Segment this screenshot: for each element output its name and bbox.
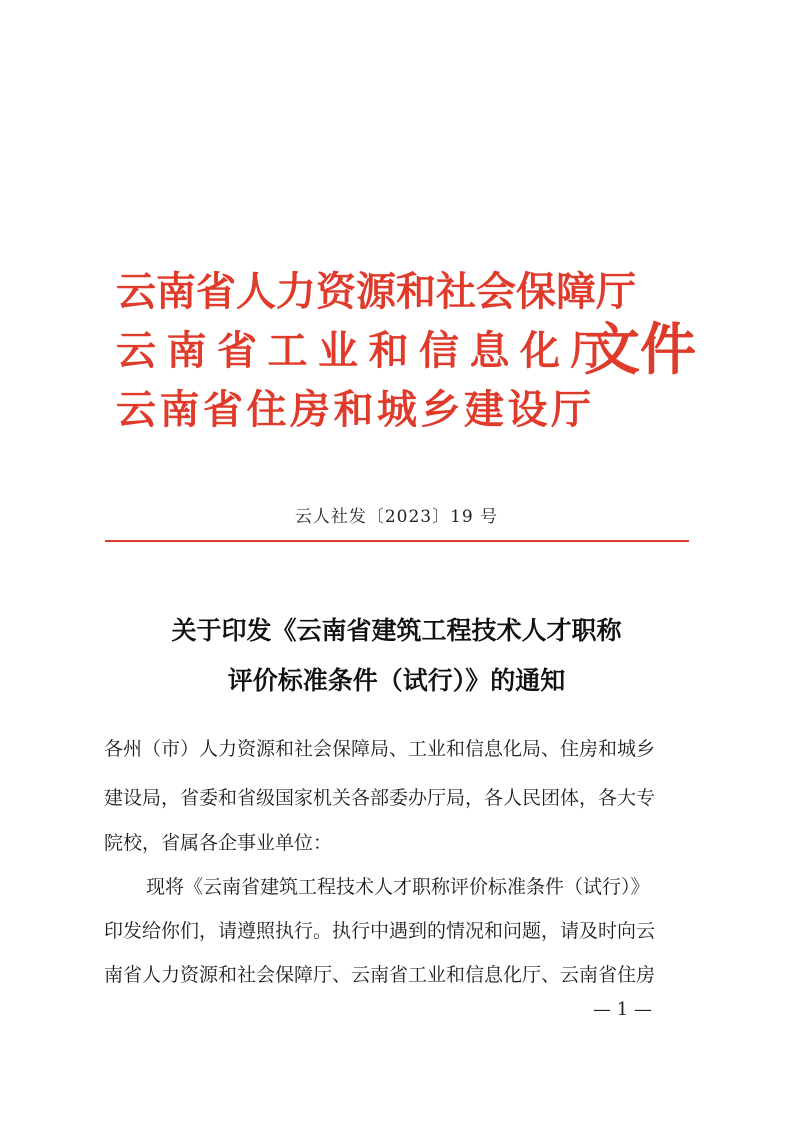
body-text-line-5: 印发给你们，请遵照执行。执行中遇到的情况和问题，请及时向云 (104, 920, 656, 942)
issuer-name-hrss: 云南省人力资源和社会保障厅 (116, 268, 636, 315)
issuer-header (116, 262, 716, 442)
issuer-name-housing: 云南省住房和城乡建设厅 (116, 386, 595, 433)
body-text-line-4: 现将《云南省建筑工程技术人才职称评价标准条件（试行）》 (146, 876, 650, 898)
body-text-line-6: 南省人力资源和社会保障厅、云南省工业和信息化厅、云南省住房 (104, 964, 656, 986)
notice-title-line-1: 关于印发《云南省建筑工程技术人才职称 (171, 616, 622, 645)
document-type-label: 文件 (584, 317, 696, 383)
body-text-line-1: 各州（市）人力资源和社会保障局、工业和信息化局、住房和城乡 (104, 738, 656, 760)
red-divider-line (105, 540, 689, 542)
issuer-name-miit: 云南省工业和信息化厅 (116, 327, 621, 374)
body-text-line-3: 院校，省属各企事业单位： (104, 832, 333, 854)
document-number: 云人社发〔2023〕19 号 (294, 507, 499, 527)
page-number: — 1 — (593, 999, 652, 1020)
notice-title-line-2: 评价标准条件（试行）》的通知 (227, 666, 566, 695)
body-text-line-2: 建设局，省委和省级国家机关各部委办厅局，各人民团体，各大专 (104, 787, 656, 809)
